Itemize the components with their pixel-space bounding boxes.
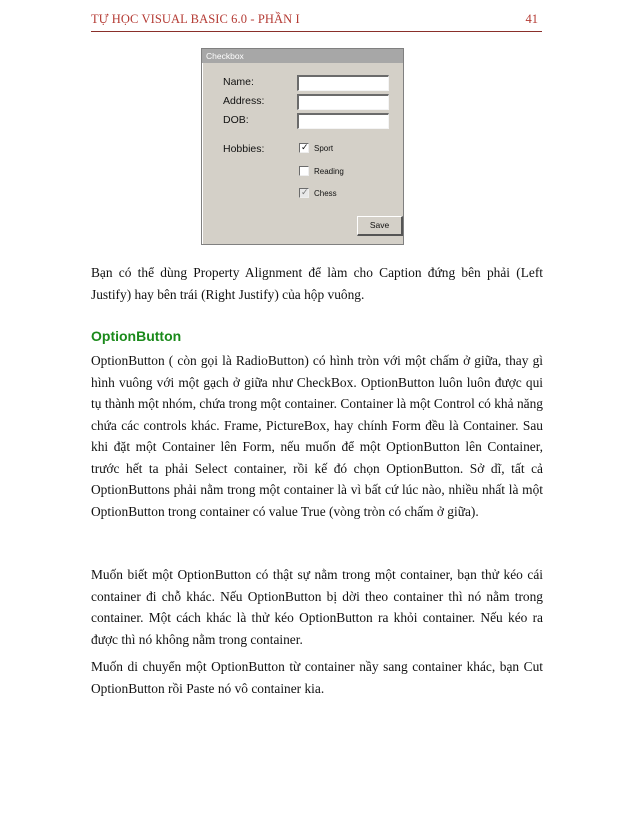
sport-label: Sport xyxy=(314,143,334,153)
checkmark-icon: ✓ xyxy=(301,187,309,197)
section-heading-optionbutton: OptionButton xyxy=(91,328,182,344)
dob-label: DOB: xyxy=(223,114,249,126)
dob-field[interactable] xyxy=(297,113,389,129)
sport-checkbox[interactable] xyxy=(299,143,309,153)
hobbies-label: Hobbies: xyxy=(223,143,265,155)
name-label: Name: xyxy=(223,76,254,88)
save-button[interactable]: Save xyxy=(357,216,403,236)
checkmark-icon: ✓ xyxy=(301,142,309,152)
paragraph-alignment: Bạn có thể dùng Property Alignment để làm cho Caption đứng bên phải (Left Justify) hay bên trái (Right Justify) của hộp vuông. xyxy=(91,265,543,302)
sport-checkbox-row[interactable] xyxy=(299,141,333,155)
chess-label: Chess xyxy=(314,188,337,198)
reading-label: Reading xyxy=(314,166,344,176)
paragraph-move-optionbutton: Muốn di chuyển một OptionButton từ container nầy sang container khác, bạn Cut OptionButton rồi Paste nó vô container kia. xyxy=(91,659,543,696)
address-label: Address: xyxy=(223,95,265,107)
page-header xyxy=(91,9,542,32)
dialog-titlebar: Checkbox xyxy=(202,49,403,63)
page-number: 41 xyxy=(525,12,538,26)
reading-checkbox-row[interactable] xyxy=(299,164,344,178)
chess-checkbox[interactable] xyxy=(299,188,309,198)
header-title: TỰ HỌC VISUAL BASIC 6.0 - PHẦN I xyxy=(91,12,300,26)
paragraph-container-check: Muốn biết một OptionButton có thật sự nằm trong một container, bạn thử kéo cái container đi chỗ khác. Nếu OptionButton bị dời theo container thì nó nằm trong container. Một cách khác là thử kéo OptionButton ra khỏi container. Nếu kéo ra được thì nó không nằm trong container. xyxy=(91,567,543,647)
chess-checkbox-row[interactable] xyxy=(299,186,337,200)
paragraph-optionbutton-intro: OptionButton ( còn gọi là RadioButton) có hình tròn với một chấm ở giữa, thay gì hình vuông với một gạch ở giữa như CheckBox. OptionButton luôn luôn được qui tụ thành một nhóm, chứa trong một container. Container là một Control có khả năng chứa các controls khác. Frame, PictureBox, hay chính Form đều là Container. Sau khi đặt một Container lên Form, nếu muốn để một OptionButton lên Container, trước hết ta phải Select container, rồi kế đó chọn OptionButton. Sở dĩ, tất cả OptionButtons phải nằm trong một container là vì bất cứ lúc nào, nhiều nhất là một OptionButton trong container có value True (vòng tròn có chấm ở giữa). xyxy=(91,353,543,519)
name-field[interactable] xyxy=(297,75,389,91)
reading-checkbox[interactable] xyxy=(299,166,309,176)
checkbox-dialog-screenshot xyxy=(201,48,404,245)
address-field[interactable] xyxy=(297,94,389,110)
